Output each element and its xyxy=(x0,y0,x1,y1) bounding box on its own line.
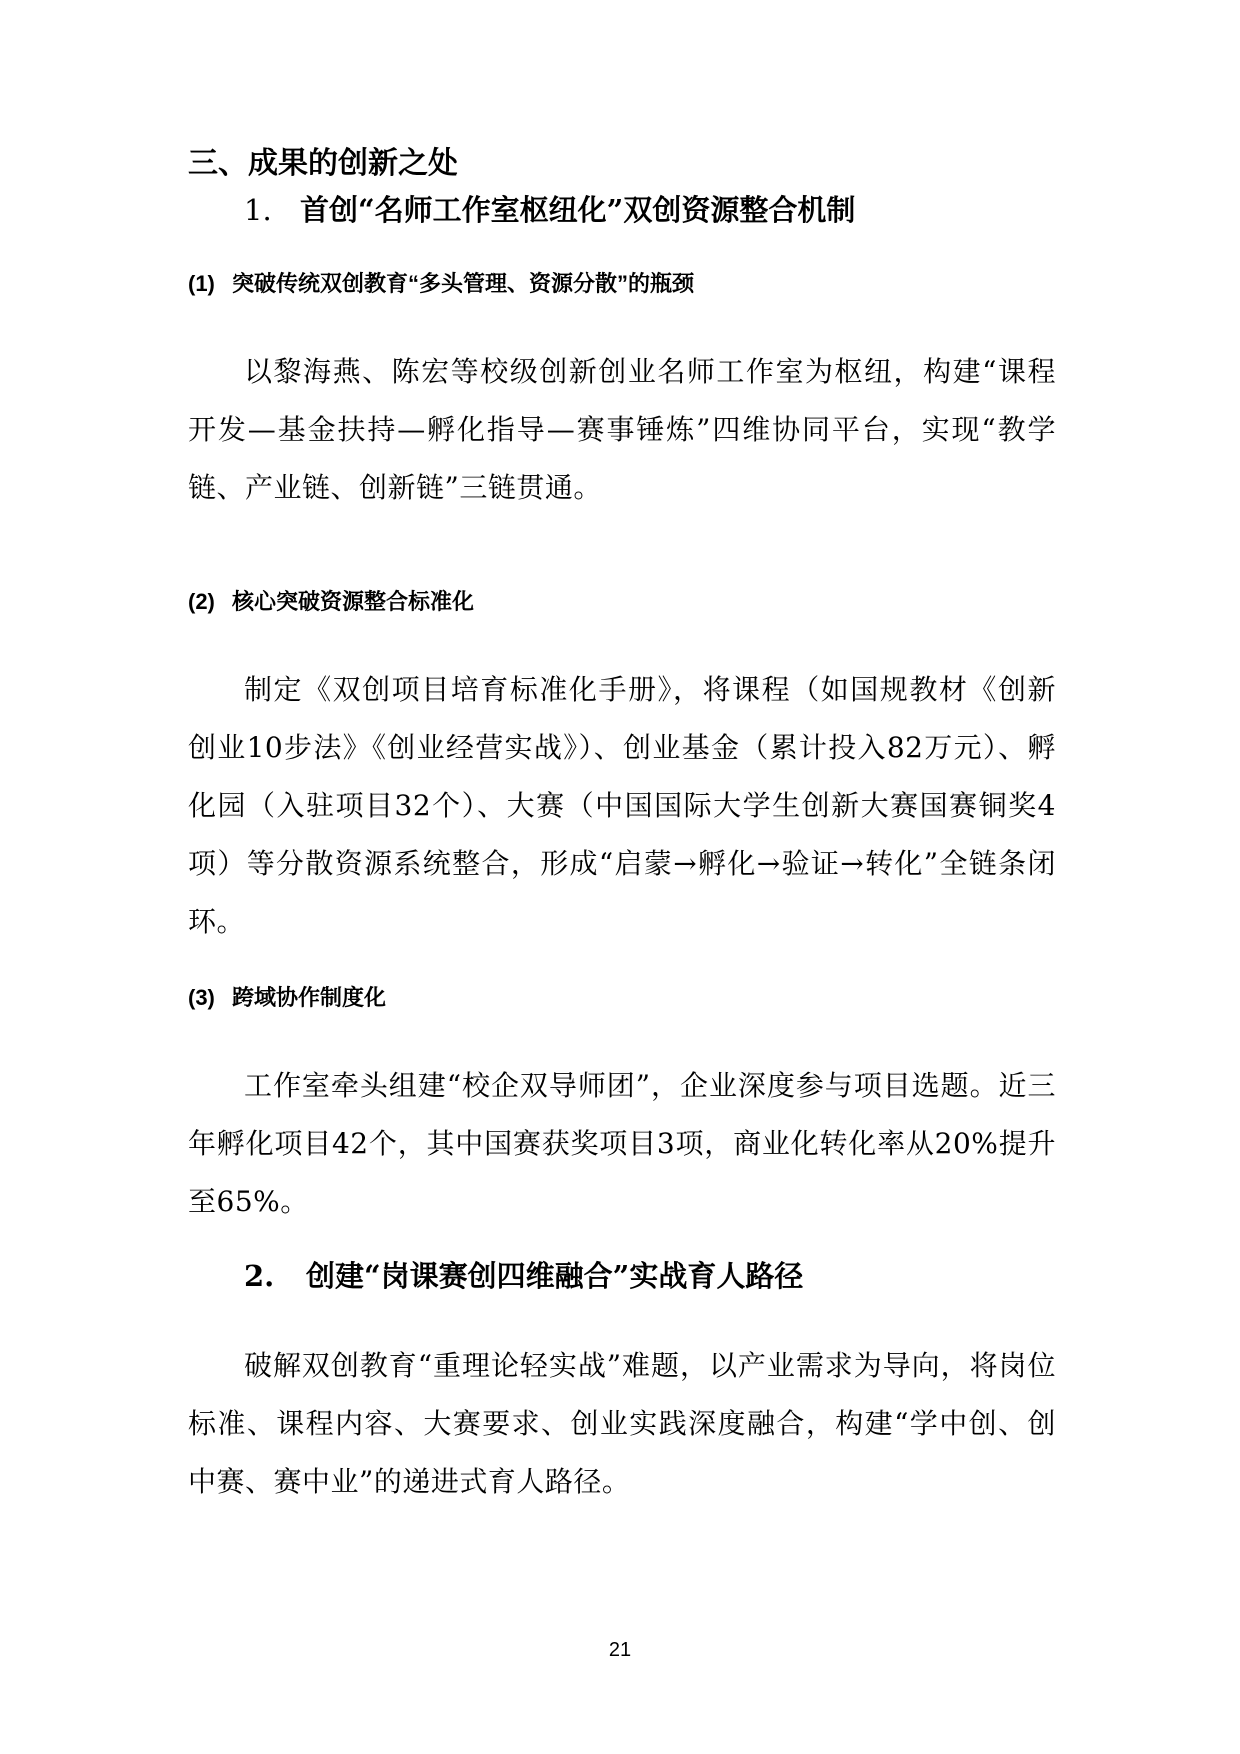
subsection-title: 跨域协作制度化 xyxy=(232,985,387,1010)
item-number: 2. xyxy=(244,1259,275,1293)
subsection-number: (3) xyxy=(188,985,215,1010)
subsection-heading-1 xyxy=(188,268,694,300)
paragraph: 破解双创教育“重理论轻实战”难题，以产业需求为导向，将岗位标准、课程内容、大赛要求、创业实践深度融合，构建“学中创、创中赛、赛中业”的递进式育人路径。 xyxy=(188,1349,1056,1498)
paragraph: 工作室牵头组建“校企双导师团”，企业深度参与项目选题。近三年孵化项目42个，其中国赛获奖项目3项，商业化转化率从20%提升至65%。 xyxy=(188,1069,1056,1218)
item-title: 创建“岗课赛创四维融合”实战育人路径 xyxy=(306,1259,804,1293)
item-number: 1. xyxy=(244,193,272,227)
subsection-number: (2) xyxy=(188,589,215,614)
subsection-heading-2 xyxy=(188,586,474,618)
item-heading-2 xyxy=(244,1254,803,1298)
subsection-number: (1) xyxy=(188,271,215,296)
page-number: 21 xyxy=(608,1639,632,1661)
subsection-title: 核心突破资源整合标准化 xyxy=(232,589,475,614)
item-title: 首创“名师工作室枢纽化”双创资源整合机制 xyxy=(300,193,856,227)
paragraph: 制定《双创项目培育标准化手册》，将课程（如国规教材《创新创业10步法》《创业经营实战》）、创业基金（累计投入82万元）、孵化园（入驻项目32个）、大赛（中国国际大学生创新大赛国赛铜奖4项）等分散资源系统整合，形成“启蒙→孵化→验证→转化”全链条闭环。 xyxy=(188,673,1056,938)
subsection-heading-3 xyxy=(188,982,386,1014)
section-heading: 三、成果的创新之处 xyxy=(188,146,458,181)
paragraph: 以黎海燕、陈宏等校级创新创业名师工作室为枢纽，构建“课程开发—基金扶持—孵化指导—赛事锤炼”四维协同平台，实现“教学链、产业链、创新链”三链贯通。 xyxy=(188,355,1056,504)
subsection-title: 突破传统双创教育“多头管理、资源分散”的瓶颈 xyxy=(232,271,695,296)
item-heading-1 xyxy=(244,188,855,232)
